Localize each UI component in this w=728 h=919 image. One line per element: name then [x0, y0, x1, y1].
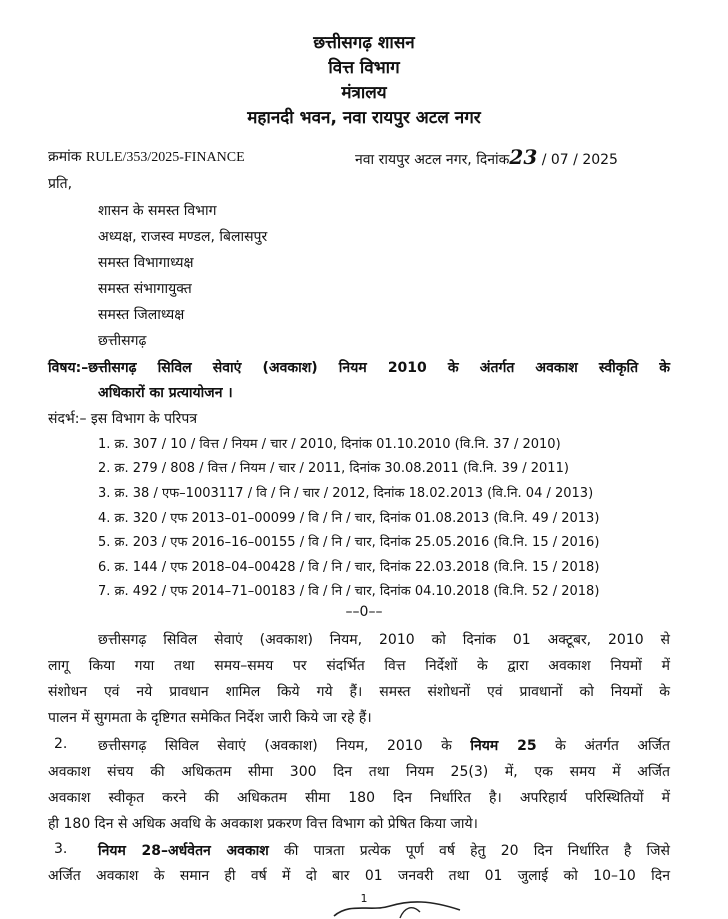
- para2-rule-ref: नियम 25: [470, 738, 537, 754]
- to-label: प्रति,: [48, 176, 73, 192]
- subject-line-1: विषय:–छत्तीसगढ़ सिविल सेवाएं (अवकाश) नियम 2010 के अंतर्गत अवकाश स्वीकृति के: [48, 360, 670, 376]
- header-ministry: मंत्रालय: [341, 83, 387, 103]
- para3-rule-ref: नियम 28–अर्धवेतन अवकाश: [98, 843, 269, 859]
- para2-line: अवकाश संचय की अधिकतम सीमा 300 दिन तथा नियम 25(3) में, एक समय में अर्जित: [48, 764, 670, 780]
- para1-line: लागू किया गया तथा समय–समय पर संदर्भित वित्त निर्देशों के द्वारा अवकाश नियमों में: [48, 658, 670, 674]
- para2-line: [98, 736, 670, 755]
- para3-line: अर्जित अवकाश के समान ही वर्ष में दो बार 01 जनवरी तथा 01 जुलाई को 10–10 दिन: [48, 868, 670, 884]
- order-number-value: RULE/353/2025-FINANCE: [85, 150, 245, 165]
- para2-line: ही 180 दिन से अधिक अवधि के अवकाश प्रकरण वित्त विभाग को प्रेषित किया जाये।: [48, 816, 478, 832]
- date-day-handwritten: 23: [509, 145, 538, 169]
- para3-line: [98, 841, 670, 860]
- reference-item: 2. क्र. 279 / 808 / वित्त / नियम / चार / 2011, दिनांक 30.08.2011 (वि.नि. 39 / 2011): [98, 461, 569, 476]
- recipient: समस्त विभागाध्यक्ष: [98, 255, 194, 271]
- order-number-label: क्रमांक: [48, 149, 82, 165]
- para2-text-c: के अंतर्गत अर्जित: [555, 738, 671, 754]
- reference-item: 4. क्र. 320 / एफ 2013–01–00099 / वि / नि / चार, दिनांक 01.08.2013 (वि.नि. 49 / 2013): [98, 511, 600, 526]
- reference-item: 7. क्र. 492 / एफ 2014–71–00183 / वि / नि / चार, दिनांक 04.10.2018 (वि.नि. 52 / 2018): [98, 584, 600, 599]
- subject-line-2: अधिकारों का प्रत्यायोजन ।: [98, 385, 233, 401]
- para2-line: अवकाश स्वीकृत करने की अधिकतम सीमा 180 दिन निर्धारित है। अपरिहार्य परिस्थितियों में: [48, 790, 670, 806]
- reference-label: संदर्भ:– इस विभाग के परिपत्र: [48, 411, 198, 427]
- order-date: [355, 145, 618, 169]
- para1-line: पालन में सुगमता के दृष्टिगत समेकित निर्देश जारी किये जा रहे हैं।: [48, 710, 372, 726]
- para1-line: छत्तीसगढ़ सिविल सेवाएं (अवकाश) नियम, 2010 को दिनांक 01 अक्टूबर, 2010 से: [98, 632, 670, 648]
- recipient: छत्तीसगढ़: [98, 333, 147, 349]
- header-department: वित्त विभाग: [328, 58, 400, 78]
- reference-item: 6. क्र. 144 / एफ 2018–04–00428 / वि / नि / चार, दिनांक 22.03.2018 (वि.नि. 15 / 2018): [98, 560, 600, 575]
- reference-item: 5. क्र. 203 / एफ 2016–16–00155 / वि / नि / चार, दिनांक 25.05.2016 (वि.नि. 15 / 2016): [98, 535, 600, 550]
- recipient: समस्त संभागायुक्त: [98, 281, 192, 297]
- reference-item: 1. क्र. 307 / 10 / वित्त / नियम / चार / 2010, दिनांक 01.10.2010 (वि.नि. 37 / 2010): [98, 437, 561, 452]
- recipient: शासन के समस्त विभाग: [98, 203, 217, 219]
- recipient: समस्त जिलाध्यक्ष: [98, 307, 185, 323]
- para1-line: संशोधन एवं नये प्रावधान शामिल किये गये हैं। समस्त संशोधनों एवं प्रावधानों को नियमों के: [48, 684, 670, 700]
- para2-text-a: छत्तीसगढ़ सिविल सेवाएं (अवकाश) नियम, 2010 के: [98, 738, 452, 754]
- para3-number: 3.: [54, 841, 68, 857]
- recipient: अध्यक्ष, राजस्व मण्डल, बिलासपुर: [98, 229, 268, 245]
- page-number: 1: [360, 892, 368, 905]
- reference-item: 3. क्र. 38 / एफ–1003117 / वि / नि / चार / 2012, दिनांक 18.02.2013 (वि.नि. 04 / 2013): [98, 486, 594, 501]
- header-government: छत्तीसगढ़ शासन: [313, 33, 415, 53]
- para3-text: की पात्रता प्रत्येक पूर्ण वर्ष हेतु 20 दिन निर्धारित है जिसे: [284, 843, 671, 859]
- date-month-year: / 07 / 2025: [541, 152, 618, 168]
- signature-stroke: [330, 896, 470, 919]
- order-number: [48, 147, 245, 166]
- header-address: महानदी भवन, नवा रायपुर अटल नगर: [247, 108, 481, 128]
- para2-number: 2.: [54, 736, 68, 752]
- place-date-label: नवा रायपुर अटल नगर, दिनांक: [355, 152, 510, 168]
- section-divider: ––0––: [345, 604, 383, 620]
